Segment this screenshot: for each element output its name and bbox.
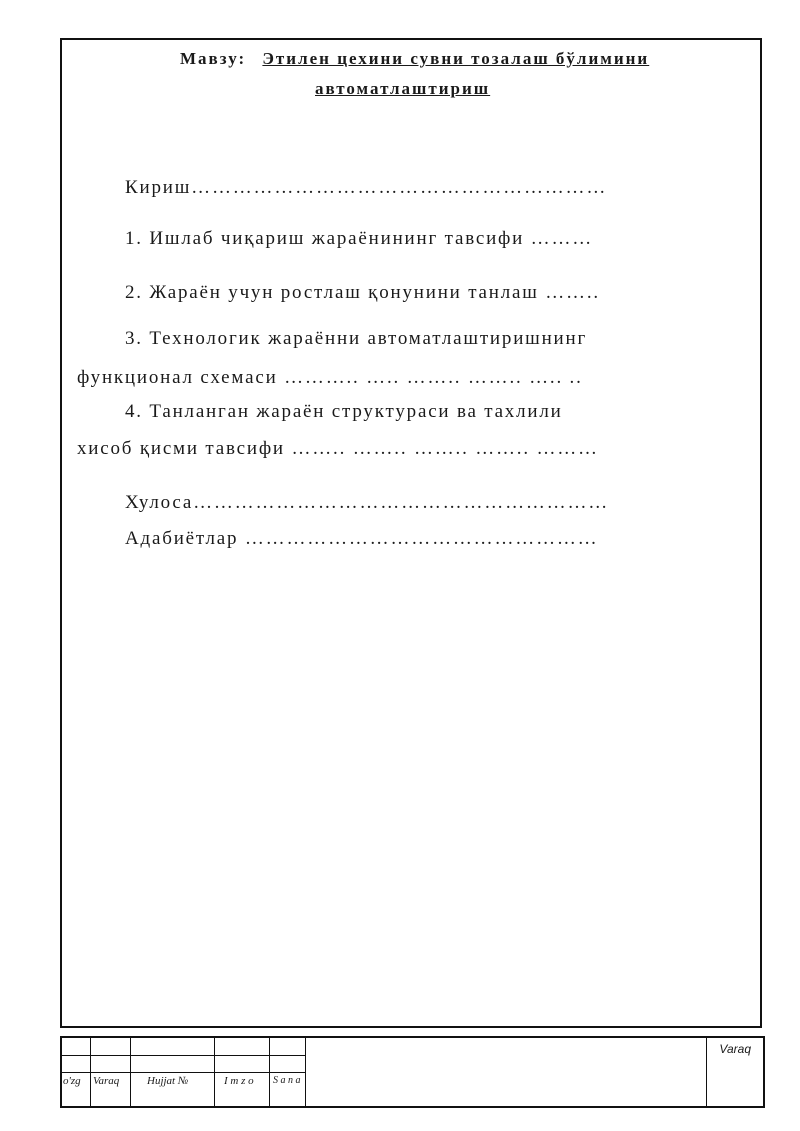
stamp-caption-imzo: I m z o xyxy=(224,1075,254,1087)
stamp-caption-varaq: Varaq xyxy=(93,1075,120,1087)
title-text: Этилен цехини сувни тозалаш бўлимини xyxy=(262,49,650,68)
toc-item-1: 1. Ишлаб чиқариш жараёнининг тавсифи ……… xyxy=(125,228,594,249)
title-line-1 xyxy=(180,44,649,74)
toc-item-references: Адабиётлар …………………………………………… xyxy=(125,528,599,549)
title-line-2: автоматлаштириш xyxy=(315,79,491,98)
toc-item-conclusion: Хулоса…………………………………………………… xyxy=(125,492,610,513)
stamp-caption-ozg: o'zg xyxy=(63,1075,81,1087)
toc-item-3: 3. Технологик жараённи автоматлаштиришнинг xyxy=(125,328,588,349)
toc-item-4: 4. Танланган жараён структураси ва тахлили xyxy=(125,401,563,422)
stamp-caption-sana: S a n a xyxy=(273,1075,301,1086)
toc-item-2: 2. Жараён учун ростлаш қонунини танлаш …….. xyxy=(125,282,600,303)
toc-item-introduction: Кириш…………………………………………………… xyxy=(125,177,608,198)
stamp-sheet-label: Varaq xyxy=(719,1042,751,1056)
stamp-caption-hujjat: Hujjat № xyxy=(147,1075,189,1087)
title-block-stamp xyxy=(60,1036,765,1108)
toc-item-3-continued: функционал схемаси ……….. ….. …….. …….. ….. .. xyxy=(77,367,583,388)
title-label: Мавзу: xyxy=(180,49,247,68)
toc-item-4-continued: хисоб қисми тавсифи …….. …….. …….. …….. ……… xyxy=(77,438,599,459)
